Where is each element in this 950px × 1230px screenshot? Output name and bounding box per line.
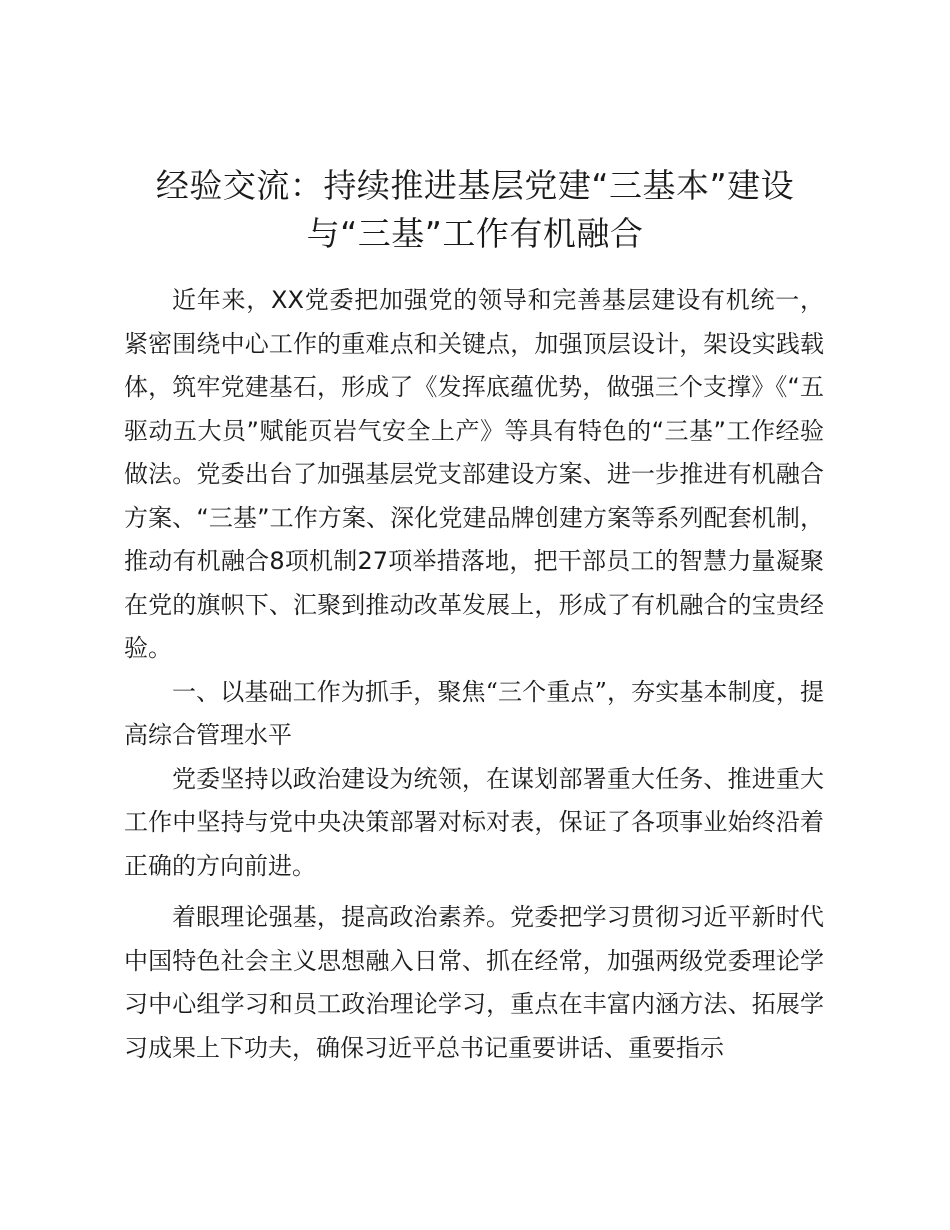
paragraph-theory-study: 着眼理论强基，提高政治素养。党委把学习贯彻习近平新时代中国特色社会主义思想融入日常、抓在经常，加强两级党委理论学习中心组学习和员工政治理论学习，重点在丰富内涵方法、拓展学习成果上下功夫，确保习近平总书记重要讲话、重要指示	[124, 903, 824, 1062]
paragraph-intro: 近年来，XX党委把加强党的领导和完善基层建设有机统一，紧密围绕中心工作的重难点和关键点，加强顶层设计，架设实践载体，筑牢党建基石，形成了《发挥底蕴优势，做强三个支撑》《“五驱动五大员”赋能页岩气安全上产》等具有特色的“三基”工作经验做法。党委出台了加强基层党支部建设方案、进一步推进有机融合方案、“三基”工作方案、深化党建品牌创建方案等系列配套机制，推动有机融合8项机制27项举措落地，把干部员工的智慧力量凝聚在党的旗帜下、汇聚到推动改革发展上，形成了有机融合的宝贵经验。	[124, 286, 824, 662]
section-heading-1: 一、以基础工作为抓手，聚焦“三个重点”，夯实基本制度，提高综合管理水平	[124, 677, 824, 749]
paragraph-political-construction: 党委坚持以政治建设为统领，在谋划部署重大任务、推进重大工作中坚持与党中央决策部署对标对表，保证了各项事业始终沿着正确的方向前进。	[124, 764, 824, 880]
document-title	[100, 162, 850, 258]
title-line-1: 经验交流：持续推进基层党建“三基本”建设	[155, 166, 795, 205]
document-body	[124, 279, 824, 1070]
title-line-2: 与“三基”工作有机融合	[306, 214, 644, 253]
